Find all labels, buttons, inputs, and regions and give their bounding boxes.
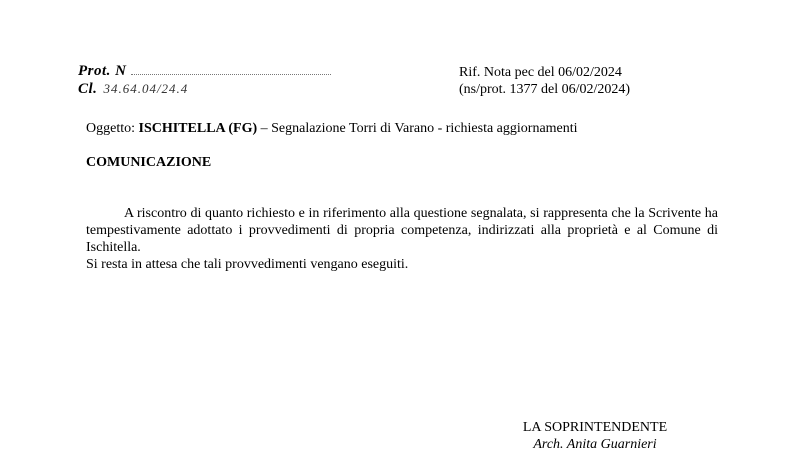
document-heading: COMUNICAZIONE [86,155,212,170]
subject-line [86,121,578,137]
subject-rest: – Segnalazione Torri di Varano - richiesta aggiornamenti [257,121,578,136]
protocol-number-dotted-field [131,62,331,75]
body-paragraph-2: Si resta in attesa che tali provvedimenti vengano eseguiti. [86,257,409,272]
reference-line-2: (ns/prot. 1377 del 06/02/2024) [459,82,631,97]
signature-name: Arch. Anita Guarnieri [533,437,657,452]
classification-label: Cl. [78,81,98,97]
protocol-block [78,62,358,100]
body-text [86,205,718,273]
classification-value: 34.64.04/24.4 [103,81,189,96]
reference-line-1: Rif. Nota pec del 06/02/2024 [459,65,622,80]
body-paragraph-1: A riscontro di quanto richiesto e in riferimento alla questione segnalata, si rappresenta che la Scrivente ha tempestivamente adottato i provvedimenti di propria competenza, indirizzati alla proprietà e al Comune di Ischitella. [86,206,718,255]
signature-block [510,419,680,453]
classification-line [78,81,358,100]
protocol-number-label: Prot. N [78,63,127,79]
subject-prefix: Oggetto: [86,121,139,136]
signature-title: LA SOPRINTENDENTE [522,420,668,435]
subject-place: ISCHITELLA (FG) [138,121,258,136]
reference-block [459,64,630,98]
protocol-number-line [78,62,358,81]
